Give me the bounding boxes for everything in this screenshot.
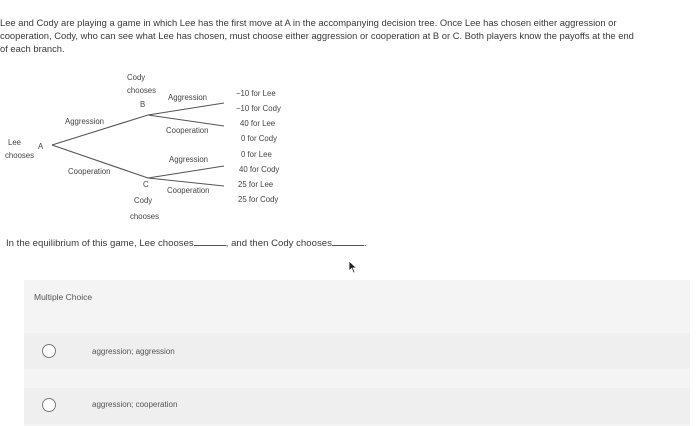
cody-label-top: Cody [127,73,146,82]
node-b-label: B [140,100,146,109]
cody-label-bottom: Cody [134,196,153,205]
node-c-label: C [143,180,149,189]
cody-chooses-label-bottom: chooses [130,212,160,221]
lee-aggression-label: Aggression [65,117,105,126]
radio-button-1[interactable] [42,344,56,358]
question-text [6,237,367,249]
branch-c-aggression [148,166,224,178]
answer-blank-2 [332,237,364,246]
answer-option-2[interactable] [24,388,690,424]
multiple-choice-label: Multiple Choice [34,292,93,302]
lee-cooperation-label: Cooperation [68,167,111,176]
intro-line-1: Lee and Cody are playing a game in which Lee has the first move at A in the accompanying decision tree. Once Lee has chosen either aggression or [0,17,617,28]
payoff-2: −10 for Cody [236,104,281,113]
b-cooperation-label: Cooperation [166,126,209,135]
payoff-6: 40 for Cody [239,165,280,174]
lee-label: Lee [8,138,22,147]
branch-c-cooperation [148,178,224,186]
b-aggression-label: Aggression [168,93,208,102]
payoff-8: 25 for Cody [238,195,279,204]
question-part-1: In the equilibrium of this game, Lee chooses [6,238,194,249]
payoff-7: 25 for Lee [238,180,274,189]
option-2-label: aggression; cooperation [92,400,178,409]
c-cooperation-label: Cooperation [167,186,210,195]
payoff-4: 0 for Cody [241,134,277,143]
question-part-2: , and then Cody chooses [225,238,332,249]
lee-chooses-label: chooses [5,151,35,160]
intro-line-2: cooperation, Cody, who can see what Lee has chosen, must choose either aggression or cooperation at B or C. Both players know the payoffs at the end [0,30,634,41]
c-aggression-label: Aggression [169,155,209,164]
cody-chooses-label-top: chooses [127,86,157,95]
answer-blank-1 [194,237,226,246]
branch-b-aggression [148,103,224,115]
payoff-3: 40 for Lee [240,119,276,128]
option-1-label: aggression; aggression [92,347,175,356]
branch-b-cooperation [148,115,224,126]
radio-button-2[interactable] [42,398,56,412]
question-part-3: . [363,238,367,249]
payoff-5: 0 for Lee [241,150,272,159]
mouse-cursor-icon [348,260,358,274]
intro-line-3: of each branch. [0,43,65,54]
node-a-label: A [38,142,44,151]
answer-option-1[interactable] [24,333,690,369]
payoff-1: −10 for Lee [236,89,276,98]
